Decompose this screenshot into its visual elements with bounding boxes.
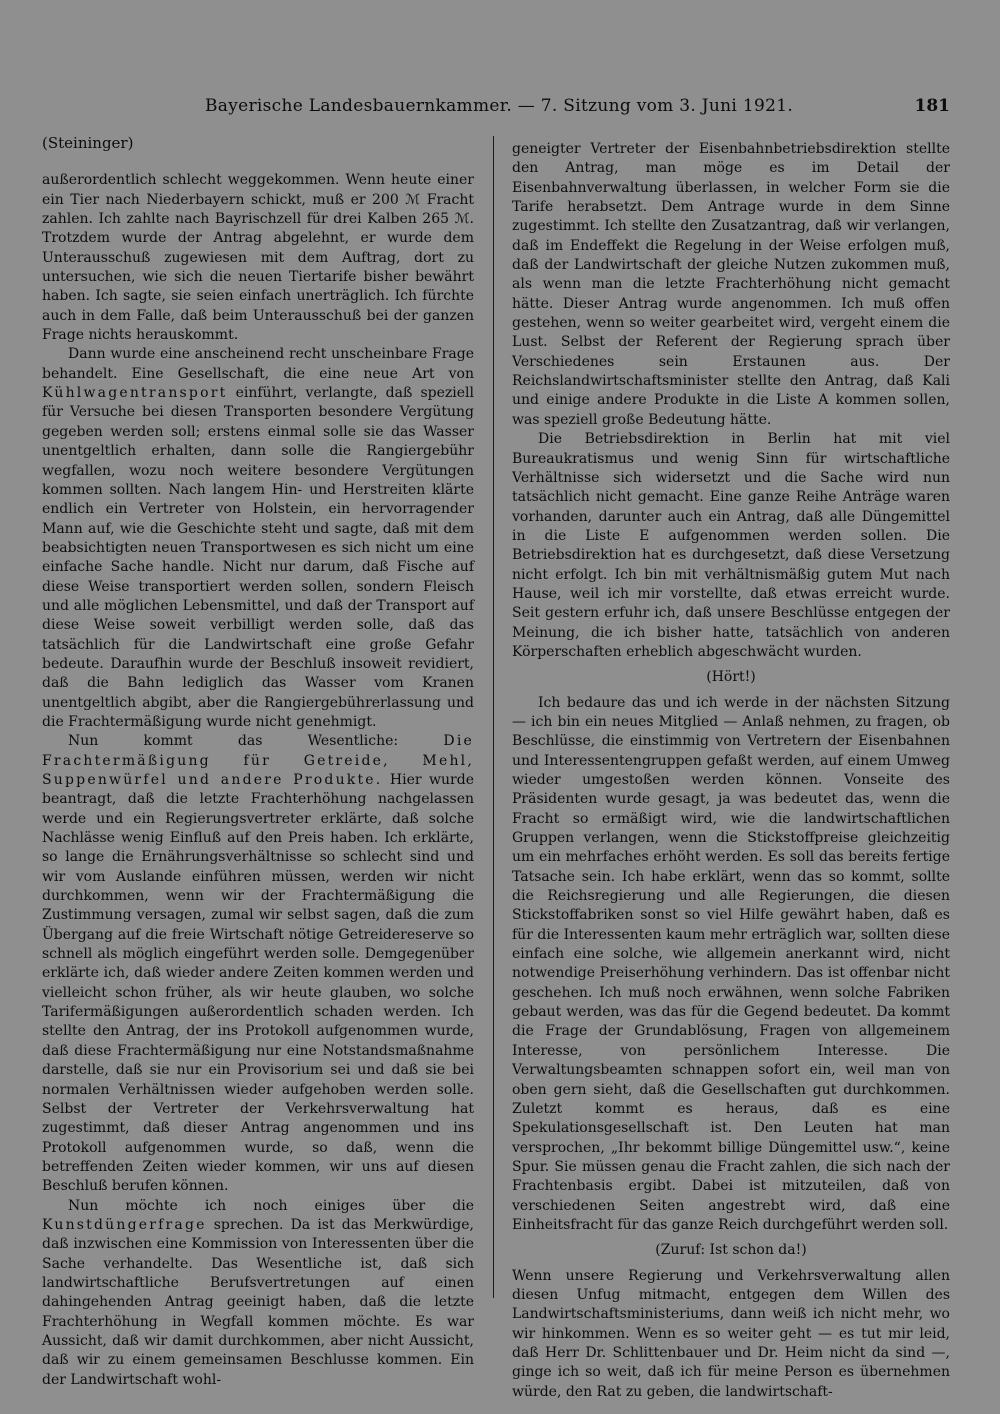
emphasized-term: Kunstdüngerfrage — [42, 1216, 207, 1233]
text-run: Nun kommt das Wesentliche: — [68, 733, 444, 750]
speaker-name: (Steininger) — [42, 134, 134, 152]
interjection: (Zuruf: Ist schon da!) — [655, 1242, 807, 1259]
paragraph: außerordentlich schlecht weggekommen. Wenn heute einer ein Tier nach Niederbayern schickt, muß er 200 ℳ Fracht zahlen. Ich zahlte nach Bayrischzell für drei Kalben 265 ℳ. Trotzdem wurde der Antrag abgelehnt, er wurde dem Unterausschuß zugewiesen mit dem Auftrag, dort zu untersuchen, wie sich die neuen Tiertarife bisher bewährt haben. Ich sagte, sie seien einfach unerträglich. Ich fürchte auch in dem Falle, daß beim Unterausschuß bei der ganzen Frage nichts herauskommt. — [42, 172, 474, 344]
text-run: Dann wurde eine anscheinend recht unscheinbare Frage behandelt. Eine Gesellschaft, die eine neue Art von — [42, 346, 474, 382]
paragraph — [42, 732, 474, 1196]
text-run: Nun möchte ich noch einiges über die — [68, 1197, 474, 1214]
paragraph: Wenn unsere Regierung und Verkehrsverwaltung allen diesen Unfug mitmacht, entgegen dem Willen des Landwirtschaftsministeriums, dann weiß ich nicht mehr, wo wir hinkommen. Wenn es so weiter geht — es tut mir leid, daß Herr Dr. Schlittenbauer und Dr. Heim nicht da sind —, ginge ich so weit, daß ich für meine Person es übernehmen würde, den Rat zu geben, die landwirtschaft- — [512, 1267, 950, 1400]
emphasized-term: Die Frachtermäßigung für Getreide, Mehl, Suppenwürfel und andere Produkte. — [42, 733, 474, 788]
paragraph — [42, 1197, 474, 1390]
text-run: Hier wurde beantragt, daß die letzte Frachterhöhung nachgelassen werde und ein Regierungsvertreter erklärte, daß solche Nachlässe wenig Einfluß auf den Preis haben. Ich erklärte, so lange die Ernährungsverhältnisse so schlecht sind und wir vom Auslande einführen müssen, werden wir nicht durchkommen, wenn wir der Frachtermäßigung die Zustimmung versagen, zumal wir selbst sagen, daß die zum Übergang auf die freie Wirtschaft nötige Getreidereserve so schnell als möglich eingeführt werden solle. Demgegenüber erklärte ich, daß wieder andere Zeiten kommen werden und vielleicht schon früher, als wir heute glauben, wo solche Tarifermäßigungen außerordentlich schaden werden. Ich stellte den Antrag, der ins Protokoll aufgenommen wurde, daß diese Frachtermäßigung nur eine Notstandsmaßnahme darstelle, daß sie nur ein Provisorium sei und daß sie bei normalen Verhältnissen wieder aufgehoben werden solle. Selbst der Vertreter der Verkehrsverwaltung hat zugestimmt, daß dieser Antrag angenommen und ins Protokoll aufgenommen wurde, so daß, wenn die betreffenden Zeiten wieder kommen, wir uns auf diesen Beschluß berufen können. — [42, 772, 474, 1195]
column-divider — [493, 136, 494, 1298]
page-header — [40, 96, 958, 126]
running-title: Bayerische Landesbauernkammer. — 7. Sitzung vom 3. Juni 1921. — [204, 96, 794, 116]
paragraph — [42, 345, 474, 732]
interjection: (Hört!) — [706, 669, 756, 686]
paragraph: Ich bedaure das und ich werde in der nächsten Sitzung — ich bin ein neues Mitglied — Anlaß nehmen, zu fragen, ob Beschlüsse, die einstimmig von Vertretern der Eisenbahnen und Interessentengruppen gefaßt werden, auf einem Umweg wieder umgestoßen werden können. Vonseite des Präsidenten wurde gesagt, ja was bedeutet das, wenn die Fracht so ermäßigt wird, wie die landwirtschaftlichen Gruppen verlangen, wenn die Stickstoffpreise gleichzeitig um ein mehrfaches erhöht werden. Es soll das bereits fertige Tatsache sein. Ich habe erklärt, wenn das so kommt, sollte die Reichsregierung und alle Regierungen, die diesen Stickstoffabriken sonst so viel Hilfe gewährt haben, daß es für die Interessenten kaum mehr erträglich war, sollten diese einfach eine solche, wie allgemein anerkannt wird, nicht notwendige Preiserhöhung verhindern. Das ist offenbar nicht geschehen. Ich muß noch erwähnen, wenn solche Fabriken gebaut werden, was das für die Gegend bedeutet. Da kommt die Frage der Grundablösung, Fragen von allgemeinem Interesse, von persönlichem Interesse. Die Verwaltungsbeamten schnappen sofort ein, weil man von oben gern sieht, daß die Gesellschaften gut durchkommen. Zuletzt kommt es heraus, daß es eine Spekulationsgesellschaft ist. Den Leuten hat man versprochen, „Ihr bekommt billige Düngemittel usw.“, keine Spur. Sie müssen genau die Fracht zahlen, die sich nach der Frachtenbasis ergibt. Dabei ist mitzuteilen, daß von verschiedenen Seiten angestrebt wird, daß eine Einheitsfracht für das ganze Reich durchgeführt werden soll. — [512, 694, 950, 1233]
emphasized-term: Kühlwagentransport — [42, 385, 228, 402]
page-number: 181 — [914, 96, 950, 116]
right-column — [512, 140, 950, 1402]
text-run: einführt, verlangte, daß speziell für Versuche bei diesen Transporten besondere Vergütung gegeben werden soll; erstens einmal solle sie das Wasser unentgeltlich erhalten, dann solle die Rangiergebühr wegfallen, wozu noch weitere besondere Vergütungen kommen sollten. Nach langem Hin- und Herstreiten klärte endlich ein Vertreter von Holstein, ein hervorragender Mann auf, wie die Geschichte steht und sagte, daß mit dem beabsichtigten neuen Transportwesen es sich nicht um eine einfache Sache handle. Nicht nur darum, daß Fische auf diese Weise transportiert werden sollen, sondern Fleisch und alle möglichen Lebensmittel, und daß der Transport auf diese Weise soweit verbilligt werden solle, daß das tatsächlich für die Landwirtschaft eine große Gefahr bedeute. Daraufhin wurde der Beschluß insoweit revidiert, daß die Bahn lediglich das Wasser vom Kranen unentgeltlich abgibt, aber die Rangiergebührerlassung und die Frachtermäßigung wurde nicht genehmigt. — [42, 385, 474, 730]
text-run: sprechen. Da ist das Merkwürdige, daß inzwischen eine Kommission von Interessenten über die Sache verhandelte. Das Wesentliche ist, daß sich landwirtschaftliche Berufsvertretungen auf einen dahingehenden Antrag geeinigt haben, daß die letzte Frachterhöhung in Wegfall kommen möchte. Es war Aussicht, daß wir damit durchkommen, aber nicht Aussicht, daß wir zu einem gemeinsamen Beschlusse kommen. Ein der Landwirtschaft wohl- — [42, 1216, 474, 1388]
paragraph: geneigter Vertreter der Eisenbahnbetriebsdirektion stellte den Antrag, man möge es im Detail der Eisenbahnverwaltung überlassen, in welcher Form sie die Tarife herabsetzt. Dem Antrage wurde in dem Sinne zugestimmt. Ich stellte den Zusatzantrag, daß wir verlangen, daß im Endeffekt die Regelung in der Weise erfolgen muß, daß der Landwirtschaft der gleiche Nutzen zukommen muß, als wenn man die letzte Frachterhöhung nicht gemacht hätte. Dieser Antrag wurde angenommen. Ich muß offen gestehen, wenn so weiter gearbeitet wird, vergeht einem die Lust. Selbst der Referent der Regierung sprach über Verschiedenes sein Erstaunen aus. Der Reichslandwirtschaftsminister stellte den Antrag, daß Kali und einige andere Produkte in die Liste A kommen sollen, was speziell große Bedeutung hätte. — [512, 141, 950, 428]
left-column — [42, 134, 474, 1390]
paragraph: Die Betriebsdirektion in Berlin hat mit viel Bureaukratismus und wenig Sinn für wirtschaftliche Verhältnisse sich widersetzt und die Sache wird nun tatsächlich nicht gemacht. Eine ganze Reihe Anträge waren vorhanden, darunter auch ein Antrag, daß alle Düngemittel in die Liste E aufgenommen werden sollen. Die Betriebsdirektion hat es durchgesetzt, daß diese Versetzung nicht erfolgt. Ich bin mit verhältnismäßig gutem Mut nach Hause, weil ich mir vorstellte, daß etwas erreicht wurde. Seit gestern erfuhr ich, daß unsere Beschlüsse entgegen der Meinung, die ich bisher hatte, tatsächlich von anderen Körperschaften erheblich abgeschwächt wurden. — [512, 431, 950, 660]
